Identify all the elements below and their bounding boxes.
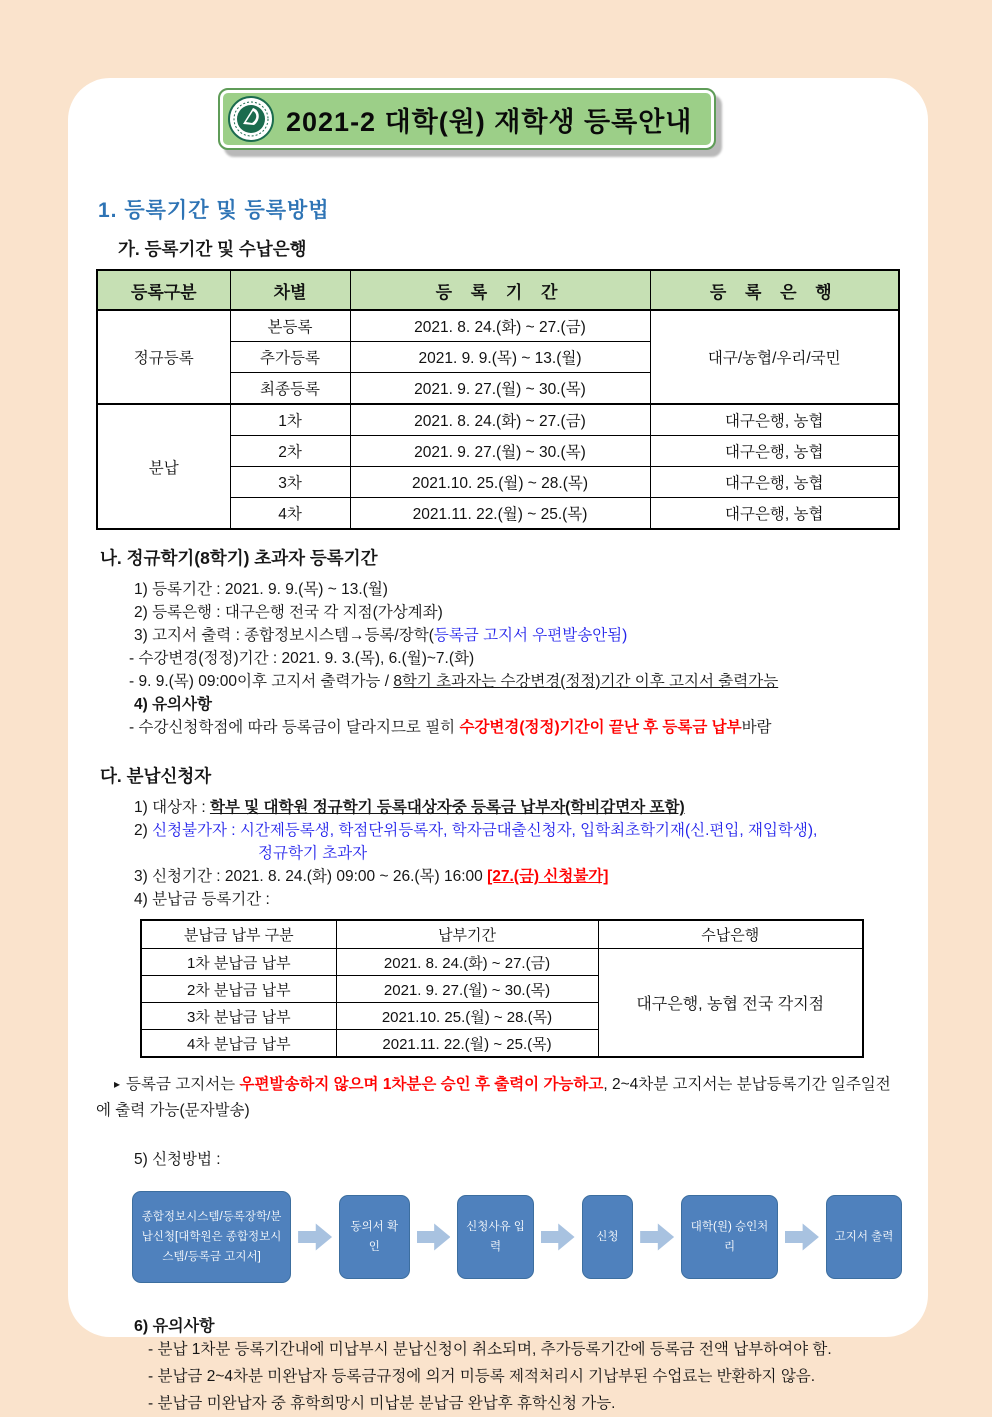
text-black: , 2~4차분 고지서는 분납등록기간 일주일전에 출력 가능(문자발송) xyxy=(96,1076,891,1119)
table-row xyxy=(97,310,899,342)
text-black: 2) xyxy=(134,822,153,839)
cell-type: 최종등록 xyxy=(230,373,350,405)
subsection-a-heading: 가. 등록기간 및 수납은행 xyxy=(118,239,307,259)
arrow-right-icon xyxy=(417,1222,451,1252)
cell-bank: 대구은행, 농협 xyxy=(650,436,899,467)
col-header: 차별 xyxy=(230,270,350,310)
col-header: 등록구분 xyxy=(97,270,230,310)
cell-bank: 대구은행, 농협 xyxy=(650,467,899,498)
flow-step: 고지서 출력 xyxy=(826,1195,902,1279)
title-banner xyxy=(218,88,716,150)
cell-period: 2021.11. 22.(월) ~ 25.(목) xyxy=(336,1030,598,1058)
text-black: - 9. 9.(목) 09:00이후 고지서 출력가능 / xyxy=(129,673,394,690)
flow-step: 동의서 확인 xyxy=(339,1195,409,1279)
cell-type: 2차 분납금 납부 xyxy=(141,976,336,1003)
cell-period: 2021. 9. 27.(월) ~ 30.(목) xyxy=(336,976,598,1003)
cell-bank: 대구은행, 농협 xyxy=(650,404,899,436)
list-subitem: - 수강변경(정정)기간 : 2021. 9. 3.(목), 6.(월)~7.(화) xyxy=(129,650,475,667)
application-flow-diagram xyxy=(132,1191,902,1283)
cell-period: 2021.10. 25.(월) ~ 28.(목) xyxy=(350,467,650,498)
triangle-bullet-icon: ▸ xyxy=(114,1077,121,1091)
cell-period: 2021.10. 25.(월) ~ 28.(목) xyxy=(336,1003,598,1030)
text-red: 우편발송하지 않으며 1차분은 승인 후 출력이 가능하고 xyxy=(239,1076,604,1093)
cell-type: 2차 xyxy=(230,436,350,467)
cell-period: 2021. 9. 27.(월) ~ 30.(목) xyxy=(350,373,650,405)
university-seal-icon xyxy=(228,96,274,142)
col-header: 수납은행 xyxy=(598,920,863,949)
cell-type: 본등록 xyxy=(230,310,350,342)
group-label: 정규등록 xyxy=(97,310,230,404)
notice-paragraph xyxy=(96,1072,902,1124)
list-item-continuation: 정규학기 초과자 xyxy=(258,845,368,862)
group-label: 분납 xyxy=(97,404,230,529)
list-subitem xyxy=(129,670,902,693)
table-row xyxy=(97,404,899,436)
cell-type: 4차 분납금 납부 xyxy=(141,1030,336,1058)
cell-period: 2021. 8. 24.(화) ~ 27.(금) xyxy=(336,949,598,976)
list-item: 5) 신청방법 : xyxy=(134,1151,221,1168)
cell-period: 2021. 8. 24.(화) ~ 27.(금) xyxy=(350,404,650,436)
list-item: 4) 유의사항 xyxy=(134,696,212,713)
list-item xyxy=(134,796,902,819)
table-header-row xyxy=(141,920,863,949)
section-1-heading: 1. 등록기간 및 등록방법 xyxy=(98,199,330,222)
cell-type: 3차 분납금 납부 xyxy=(141,1003,336,1030)
text-black: 1) 대상자 : xyxy=(134,799,210,816)
cell-type: 추가등록 xyxy=(230,342,350,373)
cell-bank: 대구/농협/우리/국민 xyxy=(650,310,899,404)
col-header: 납부기간 xyxy=(336,920,598,949)
col-header: 등 록 은 행 xyxy=(650,270,899,310)
list-item: 1) 등록기간 : 2021. 9. 9.(목) ~ 13.(월) xyxy=(134,581,388,598)
cell-period: 2021. 9. 27.(월) ~ 30.(목) xyxy=(350,436,650,467)
table-row xyxy=(141,949,863,976)
text-blue: 등록금 고지서 우편발송안됨) xyxy=(433,627,628,644)
text-black: 등록금 고지서는 xyxy=(126,1076,240,1093)
text-underlined: 8학기 초과자는 수강변경(정정)기간 이후 고지서 출력가능 xyxy=(393,673,779,690)
text-red-underlined: [27.(금) 신청불가] xyxy=(487,868,609,885)
note-bullet: - 분납금 2~4차분 미완납자 등록금규정에 의거 미등록 제적처리시 기납부된 수업료는 반환하지 않음. xyxy=(148,1368,816,1385)
arrow-right-icon xyxy=(640,1222,674,1252)
document-content xyxy=(68,78,928,1412)
cell-period: 2021. 9. 9.(목) ~ 13.(월) xyxy=(350,342,650,373)
text-black: 3) 고지서 출력 : 종합정보시스템→등록/장학( xyxy=(134,627,434,644)
col-header: 등 록 기 간 xyxy=(350,270,650,310)
flow-step: 신청사유 입력 xyxy=(457,1195,533,1279)
text-black: - 수강신청학점에 따라 등록금이 달라지므로 필히 xyxy=(129,719,460,736)
list-item: 4) 분납금 등록기간 : xyxy=(134,891,270,908)
document-card xyxy=(68,78,928,1412)
note-bullet: - 분납 1차분 등록기간내에 미납부시 분납신청이 취소되며, 추가등록기간에 등록금 전액 납부하여야 함. xyxy=(148,1341,832,1358)
text-black: 3) 신청기간 : 2021. 8. 24.(화) 09:00 ~ 26.(목) 16:00 xyxy=(134,868,488,885)
list-item: 2) 등록은행 : 대구은행 전국 각 지점(가상계좌) xyxy=(134,604,443,621)
cell-type: 4차 xyxy=(230,498,350,530)
list-item xyxy=(134,819,902,842)
arrow-right-icon xyxy=(785,1222,819,1252)
note-bullet: - 분납금 미완납자 중 휴학희망시 미납분 분납금 완납후 휴학신청 가능. xyxy=(148,1395,616,1412)
table-header-row xyxy=(97,270,899,310)
document-title: 2021-2 대학(원) 재학생 등록안내 xyxy=(286,106,693,137)
arrow-right-icon xyxy=(541,1222,575,1252)
installment-payment-table xyxy=(140,919,864,1058)
cell-type: 3차 xyxy=(230,467,350,498)
cell-type: 1차 분납금 납부 xyxy=(141,949,336,976)
text-bold-underlined: 학부 및 대학원 정규학기 등록대상자중 등록금 납부자(학비감면자 포함) xyxy=(209,799,685,816)
cell-type: 1차 xyxy=(230,404,350,436)
subsection-b-heading: 나. 정규학기(8학기) 초과자 등록기간 xyxy=(100,548,378,568)
notes-heading: 6) 유의사항 xyxy=(134,1318,215,1335)
cell-period: 2021.11. 22.(월) ~ 25.(목) xyxy=(350,498,650,530)
flow-step: 신청 xyxy=(582,1195,634,1279)
flow-step: 종합정보시스템/등록장학/분납신청[대학원은 종합정보시스템/등록금 고지서] xyxy=(132,1191,291,1283)
list-item xyxy=(134,865,902,888)
text-red: 수강변경(정정)기간이 끝난 후 등록금 납부 xyxy=(459,719,742,736)
col-header: 분납금 납부 구분 xyxy=(141,920,336,949)
arrow-right-icon xyxy=(298,1222,332,1252)
list-item xyxy=(134,624,902,647)
flow-step: 대학(원) 승인처리 xyxy=(681,1195,778,1279)
cell-bank: 대구은행, 농협 xyxy=(650,498,899,530)
cell-bank: 대구은행, 농협 전국 각지점 xyxy=(598,949,863,1058)
cell-period: 2021. 8. 24.(화) ~ 27.(금) xyxy=(350,310,650,342)
text-black: 바람 xyxy=(741,719,772,736)
text-blue: 신청불가자 : 시간제등록생, 학점단위등록자, 학자금대출신청자, 입학최초학기재(신.편입, 재입학생), xyxy=(152,822,818,839)
list-subitem xyxy=(129,716,902,739)
subsection-c-heading: 다. 분납신청자 xyxy=(100,766,212,786)
registration-period-table xyxy=(96,269,900,530)
